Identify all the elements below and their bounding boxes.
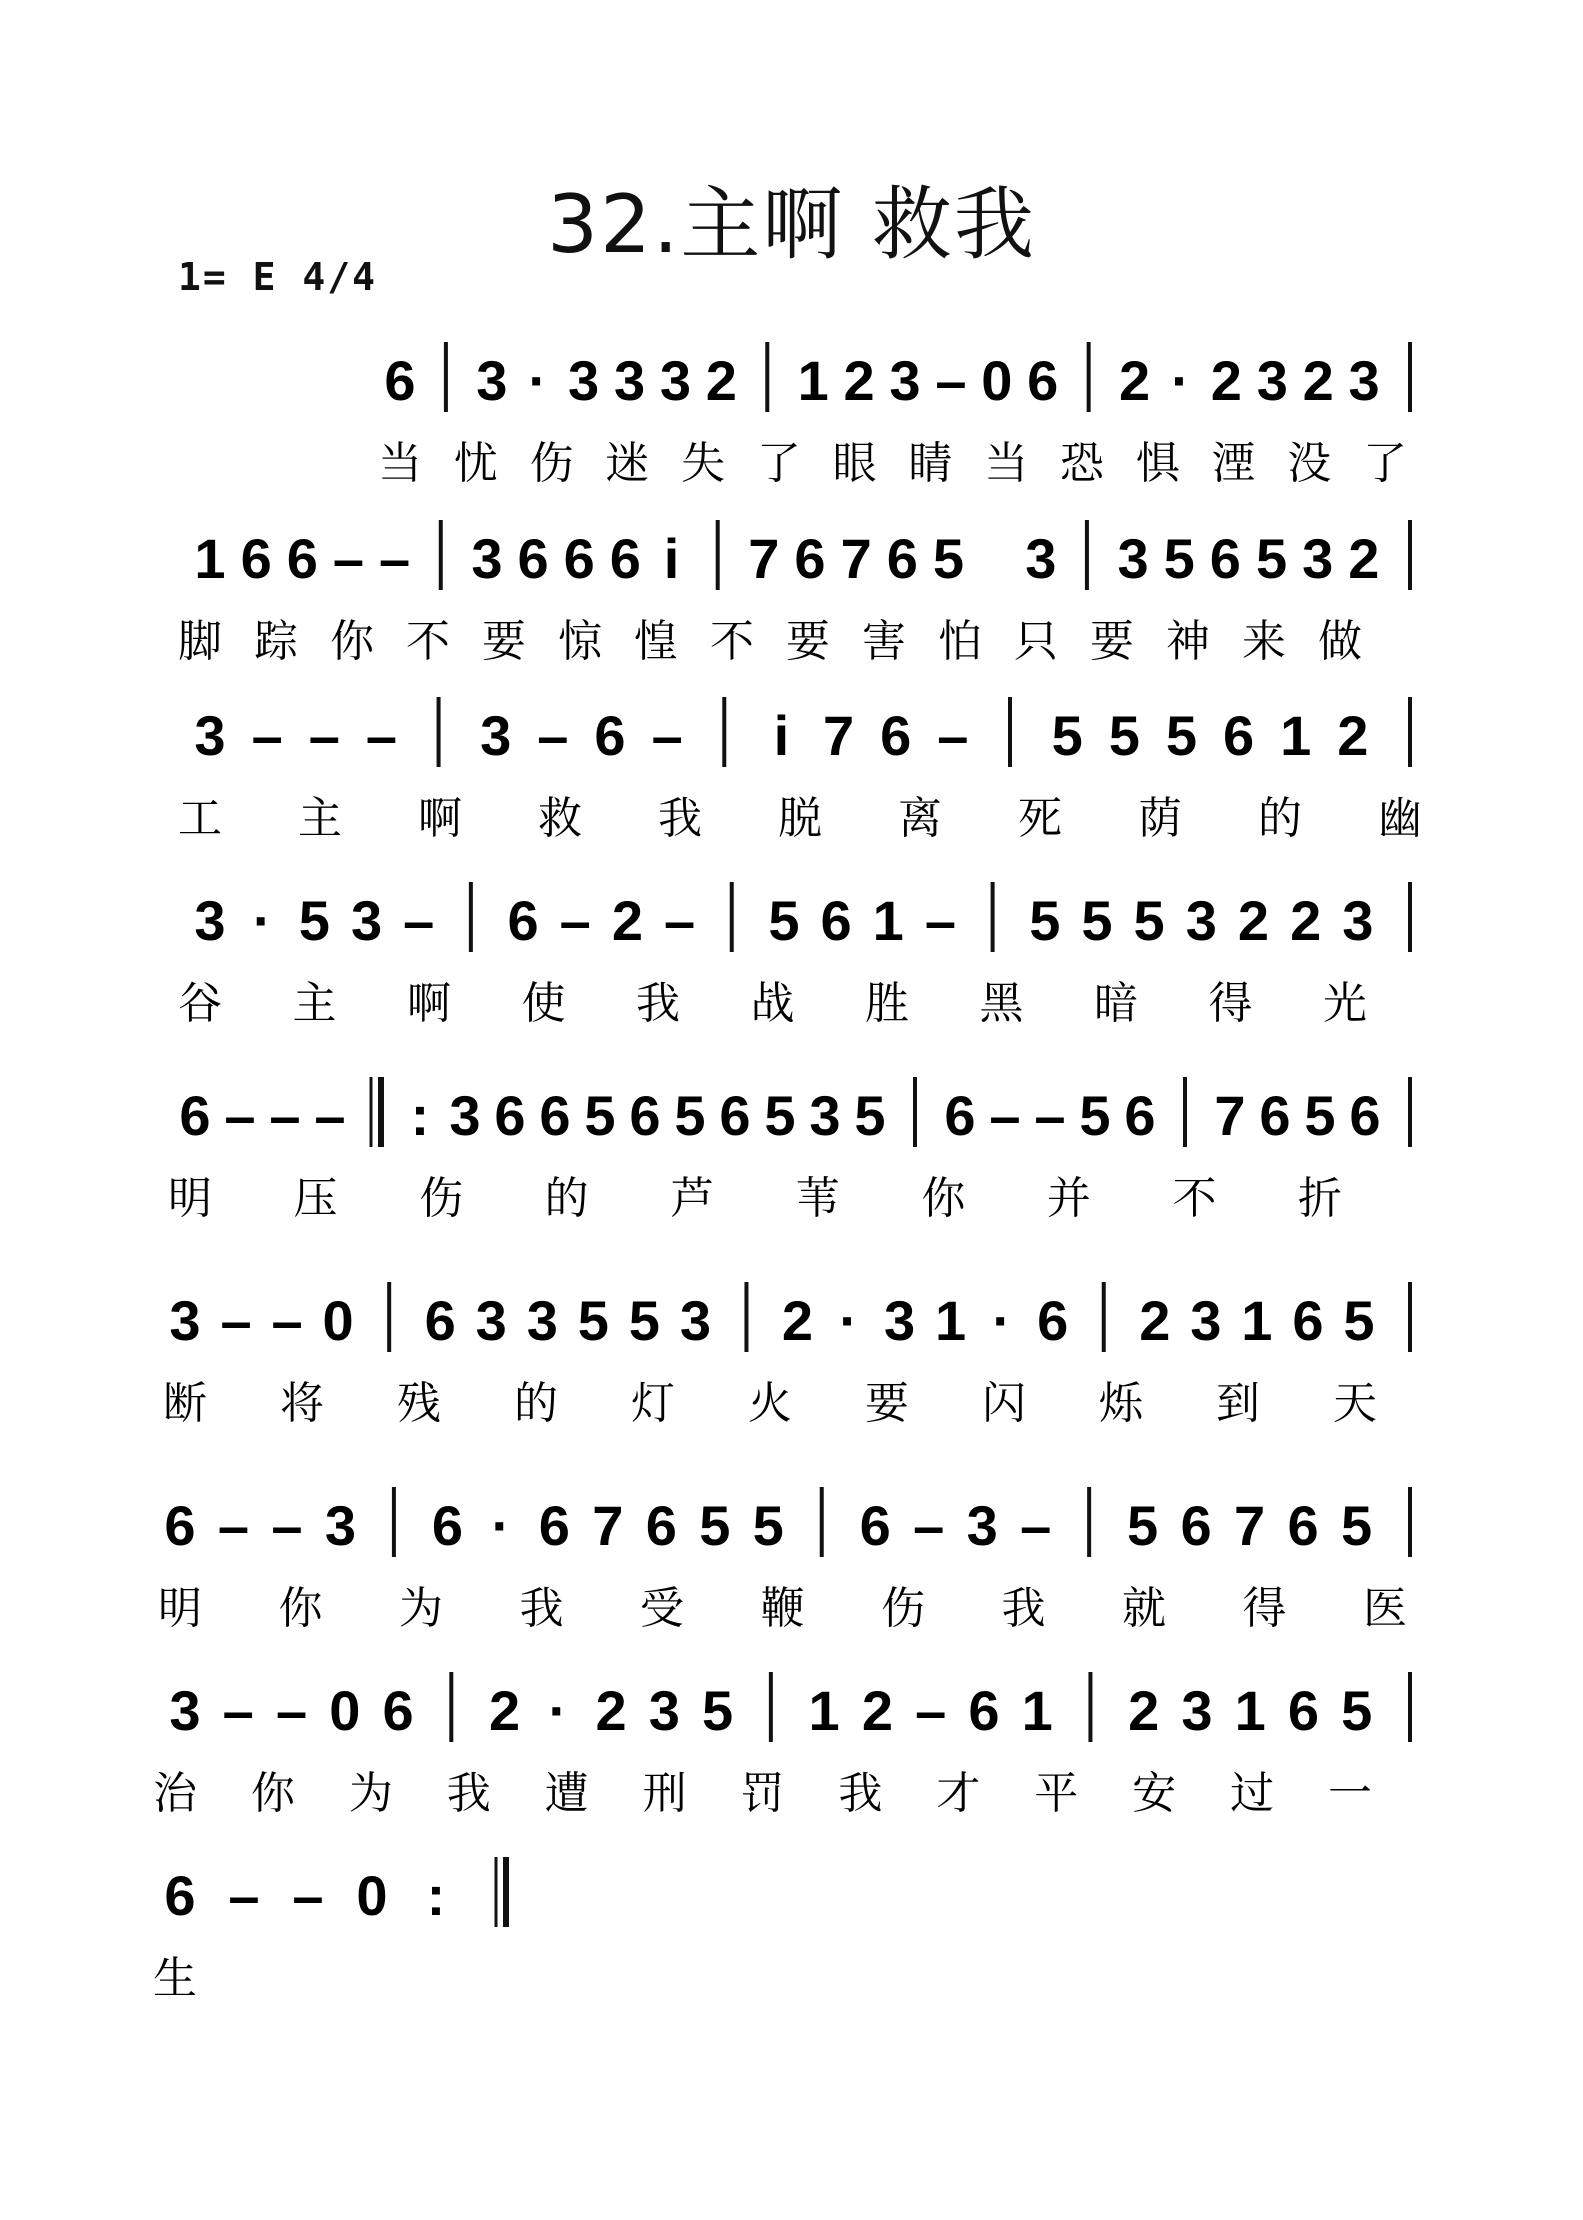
note: 5 [699,1494,731,1557]
note: 2 [595,1679,627,1742]
note: 5 [1343,1289,1375,1352]
lyric-char: 我 [1001,1583,1046,1634]
note: 5 [1255,527,1288,590]
lyric-char: 罚 [740,1768,785,1819]
lyric-char: 谷 [178,978,222,1029]
note: 5 [298,889,330,952]
note: 6 [382,1679,414,1742]
lyric-char: 芦 [670,1173,715,1224]
lyric-char: 战 [750,978,795,1029]
note: 6 [431,1494,463,1557]
note: 5 [1163,527,1195,590]
lyric-char: 惧 [1135,438,1180,489]
note: 6 [1209,527,1241,590]
score-line [178,520,1410,667]
lyric-char: 平 [1034,1768,1079,1819]
note: 2 [1337,704,1369,767]
note: 2 [488,1679,521,1742]
note: 1 [808,1679,840,1742]
note: 6 [1259,1084,1291,1147]
note: 3 [324,1494,357,1557]
note: – [332,527,365,590]
lyric-char: 要 [786,616,830,667]
note: 5 [702,1679,734,1742]
note: 6 [494,1084,526,1147]
score-line [168,1077,1410,1224]
lyric-char: 生 [153,1953,197,2004]
song-title: 32.主啊 救我 [547,178,1036,271]
lyric-char: 我 [446,1768,491,1819]
note: – [663,889,696,952]
note: · [491,1494,511,1557]
note: – [924,889,957,952]
note: 3 [480,704,512,767]
lyric-char: 了 [1363,438,1407,489]
note: 7 [1214,1084,1246,1147]
note: 3 [1342,889,1374,952]
note: 5 [854,1084,886,1147]
lyric-char: 伤 [881,1583,925,1634]
note: – [1020,1494,1052,1557]
score-line [178,882,1410,1029]
note: · [252,889,272,952]
lyric-char: 工 [178,793,222,844]
lyric-char: 当 [984,438,1029,489]
lyric-char: 我 [838,1768,883,1819]
note: 3 [809,1084,841,1147]
note: 3 [1302,527,1334,590]
note: 2 [1348,527,1380,590]
note: 3 [1117,527,1149,590]
lyric-char: 伤 [419,1173,464,1224]
lyric-char: 幽 [1378,793,1422,844]
note: 1 [1021,1679,1053,1742]
lyric-char: 睛 [908,438,953,489]
note: – [935,349,967,412]
lyric-char: 不 [710,616,754,667]
note: – [1034,1084,1066,1147]
note: 6 [1027,349,1059,412]
lyric-char: 安 [1132,1768,1177,1819]
note: 6 [1287,1494,1319,1557]
lyric-char: 荫 [1138,793,1182,844]
note: 3 [169,1289,201,1352]
note: 6 [1222,704,1255,767]
note: 5 [1079,1084,1111,1147]
lyric-char: 踪 [254,616,298,667]
note: 5 [932,527,965,590]
lyric-char: 并 [1046,1173,1091,1224]
note: 0 [356,1864,388,1927]
lyric-char: 离 [898,793,942,844]
note: 3 [613,349,646,412]
note: 2 [1290,889,1322,952]
note: 6 [794,527,826,590]
lyric-char: 为 [348,1768,393,1819]
lyric-char: 主 [292,978,337,1029]
note: 6 [629,1084,661,1147]
lyric-char: 啊 [407,978,451,1029]
note: 3 [526,1289,558,1352]
note: 3 [659,349,692,412]
note: 5 [1341,1679,1373,1742]
lyric-char: 主 [298,793,342,844]
note: 6 [1124,1084,1156,1147]
note: 6 [563,527,595,590]
note: 6 [179,1084,211,1147]
score-line [163,1282,1410,1429]
note: 0 [329,1679,361,1742]
note: – [292,1864,324,1927]
lyric-char: 啊 [418,793,462,844]
lyric-char: 失 [681,438,726,489]
note: 1 [194,527,226,590]
lyric-char: 要 [1090,616,1134,667]
note: : [410,1084,430,1147]
note: 6 [820,889,852,952]
note: 1 [935,1289,967,1352]
note: 5 [1133,889,1165,952]
lyric-char: 不 [406,616,450,667]
note: – [271,1289,303,1352]
note: 3 [194,889,226,952]
note: 3 [1190,1289,1222,1352]
lyric-char: 苇 [795,1173,840,1224]
note: 5 [764,1084,796,1147]
note: 6 [719,1084,751,1147]
note: 2 [781,1289,814,1352]
note: 3 [449,1084,481,1147]
note: 5 [1127,1494,1159,1557]
note: – [308,704,340,767]
note: 5 [768,889,800,952]
note: 6 [240,527,272,590]
note: 1 [1234,1679,1266,1742]
note: 5 [577,1289,609,1352]
note: · [528,349,548,412]
note: 6 [645,1494,677,1557]
lyric-char: 只 [1014,616,1058,667]
note: 6 [859,1494,891,1557]
note: – [228,1864,260,1927]
lyric-char: 暗 [1094,978,1138,1029]
lyric-char: 我 [519,1583,564,1634]
note: 2 [705,349,737,412]
lyric-char: 神 [1166,616,1210,667]
note: 3 [475,1289,507,1352]
note: 3 [1348,349,1380,412]
note: 5 [628,1289,660,1352]
note: 2 [1210,349,1242,412]
note: 6 [1180,1494,1212,1557]
note: 3 [476,349,508,412]
note: 5 [1108,704,1140,767]
note: 5 [1304,1084,1336,1147]
note: 6 [384,349,416,412]
lyric-char: 黑 [979,978,1024,1029]
lyric-char: 刑 [642,1768,687,1819]
lyric-char: 脱 [778,793,822,844]
note: – [314,1084,346,1147]
note: 1 [872,889,904,952]
note: 2 [861,1679,893,1742]
lyric-char: 受 [640,1583,684,1634]
lyric-char: 得 [1208,978,1253,1029]
note: – [275,1679,308,1742]
note: 6 [1037,1289,1069,1352]
note: 5 [1029,889,1061,952]
lyric-char: 明 [158,1583,202,1634]
note: – [365,704,398,767]
note: 6 [286,527,318,590]
note: 0 [981,349,1013,412]
note: 6 [1292,1289,1324,1352]
note: 5 [1165,704,1198,767]
lyric-char: 你 [330,616,374,667]
note: i [663,527,680,590]
lyric-char: 压 [293,1173,338,1224]
note: – [269,1084,301,1147]
note: 7 [822,704,855,767]
note: – [559,889,591,952]
lyric-char: 使 [521,978,566,1029]
note: 1 [797,349,829,412]
note: 6 [944,1084,976,1147]
lyric-char: 的 [514,1378,558,1429]
note: 6 [1349,1084,1381,1147]
note: 3 [568,349,600,412]
lyric-char: 当 [378,438,422,489]
note: 3 [648,1679,680,1742]
lyric-char: 湮 [1211,438,1256,489]
lyric-char: 断 [163,1378,207,1429]
lyric-char: 来 [1242,616,1286,667]
note: 6 [538,1494,570,1557]
note: 2 [1139,1289,1171,1352]
key-signature: 1= E 4/4 [178,255,378,299]
note: – [217,1494,250,1557]
note: 5 [584,1084,616,1147]
lyric-char: 灯 [631,1378,675,1429]
note: 6 [539,1084,571,1147]
note: 3 [679,1289,711,1352]
note: – [913,1494,945,1557]
score-line [153,1672,1410,1819]
lyric-char: 你 [278,1583,323,1634]
note: – [251,704,283,767]
lyric-char: 遭 [544,1768,589,1819]
note: · [548,1679,568,1742]
note: – [937,704,969,767]
note: 6 [424,1289,456,1352]
lyric-char: 将 [280,1378,324,1429]
lyric-char: 做 [1318,616,1362,667]
lyric-char: 惊 [558,616,602,667]
note: 6 [507,889,539,952]
lyric-char: 没 [1287,438,1332,489]
note: – [989,1084,1021,1147]
note: 7 [1233,1494,1266,1557]
lyric-char: 治 [153,1768,197,1819]
lyric-char: 折 [1298,1173,1342,1224]
note: – [379,527,411,590]
note: 2 [1237,889,1270,952]
note: · [839,1289,858,1352]
note: – [915,1679,947,1742]
lyric-char: 了 [756,438,801,489]
note: 3 [194,704,226,767]
lyric-char: 胜 [865,978,909,1029]
lyric-char: 恐 [1059,438,1104,489]
note: 3 [1025,527,1057,590]
note: 3 [889,349,921,412]
lyric-char: 鞭 [760,1583,805,1634]
lyric-char: 的 [1258,793,1302,844]
note: 6 [609,527,641,590]
lyric-char: 明 [168,1173,212,1224]
lyric-char: 的 [544,1173,589,1224]
lyric-char: 我 [658,793,702,844]
lyric-char: 为 [399,1583,443,1634]
note: 6 [1287,1679,1320,1742]
note: 5 [752,1494,784,1557]
note: 3 [966,1494,998,1557]
note: – [403,889,435,952]
lyric-char: 怕 [938,616,982,667]
lyric-char: 烁 [1099,1378,1143,1429]
note: 3 [1256,349,1288,412]
lyric-char: 火 [748,1378,792,1429]
lyric-char: 眼 [832,438,877,489]
note: 5 [1340,1494,1373,1557]
note: · [1171,349,1190,412]
note: i [773,704,790,767]
note: 5 [1081,889,1113,952]
lyric-char: 你 [250,1768,295,1819]
lyric-char: 迷 [605,438,650,489]
lyric-char: 光 [1323,978,1367,1029]
lyric-char: 不 [1172,1173,1217,1224]
lyric-char: 救 [538,793,582,844]
lyric-char: 我 [636,978,680,1029]
note: – [537,704,569,767]
score-line [378,342,1410,489]
note: 6 [164,1864,196,1927]
note: 3 [350,889,383,952]
lyric-char: 死 [1018,793,1062,844]
note: 1 [1241,1289,1273,1352]
note: 7 [840,527,872,590]
lyric-char: 忧 [453,438,498,489]
score-line [158,1487,1410,1634]
lyric-char: 就 [1122,1583,1166,1634]
lyric-char: 要 [865,1378,909,1429]
lyric-char: 天 [1333,1378,1377,1429]
note: 6 [968,1679,1000,1742]
note: 2 [843,349,875,412]
lyric-char: 闪 [982,1378,1026,1429]
note: 2 [611,889,643,952]
lyric-char: 伤 [529,438,574,489]
note: 5 [1051,704,1083,767]
note: – [651,704,683,767]
note: 1 [1280,704,1312,767]
note: : [426,1864,446,1927]
note: 2 [1118,349,1151,412]
note: 3 [471,527,503,590]
lyric-char: 你 [921,1173,966,1224]
note: 6 [164,1494,196,1557]
note: 3 [884,1289,916,1352]
note: – [271,1494,303,1557]
note: 6 [880,704,912,767]
lyric-char: 害 [862,616,906,667]
note: – [224,1084,256,1147]
note: 6 [886,527,918,590]
lyric-char: 要 [482,616,526,667]
note: – [220,1289,252,1352]
lyric-char: 脚 [178,616,222,667]
note: 6 [594,704,626,767]
note: 3 [1181,1679,1213,1742]
score-line [153,1857,506,2004]
note: · [992,1289,1011,1352]
note: 3 [169,1679,201,1742]
note: 3 [1185,889,1217,952]
lyric-char: 才 [936,1768,981,1819]
lyric-char: 医 [1363,1583,1407,1634]
note: 7 [748,527,780,590]
lyric-char: 一 [1328,1768,1372,1819]
lyric-char: 到 [1216,1378,1260,1429]
note: 7 [592,1494,624,1557]
lyric-char: 残 [397,1378,441,1429]
note: 2 [1128,1679,1160,1742]
lyric-char: 得 [1242,1583,1287,1634]
lyric-char: 惶 [634,616,678,667]
note: 2 [1302,349,1334,412]
lyric-char: 过 [1230,1768,1275,1819]
note: – [222,1679,254,1742]
score-line [178,697,1422,844]
note: 5 [674,1084,706,1147]
note: 6 [517,527,549,590]
note: 0 [322,1289,354,1352]
